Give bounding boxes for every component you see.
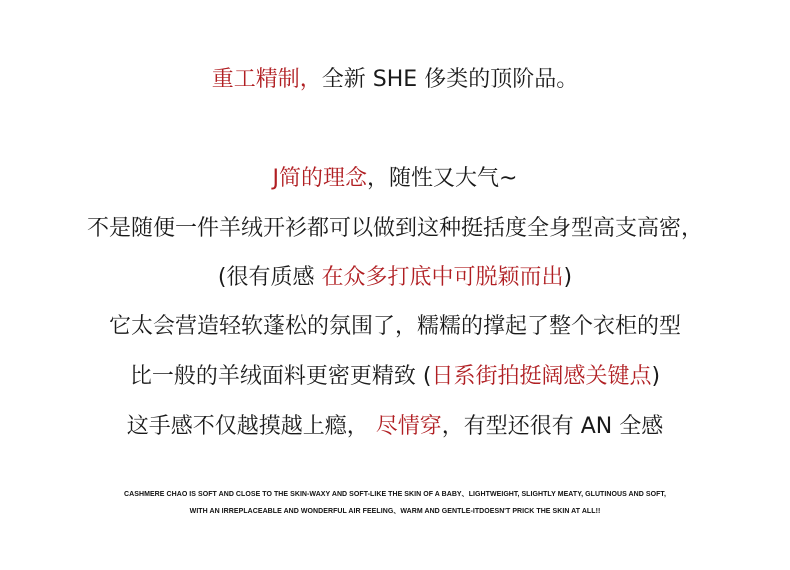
description-line-3: 它太会营造轻软蓬松的氛围了，糯糯的撑起了整个衣柜的型 bbox=[108, 314, 681, 339]
description-line-4 bbox=[0, 363, 790, 391]
description-line-2 bbox=[0, 264, 790, 292]
english-caption-line-2: WITH AN IRREPLACEABLE AND WONDERFUL AIR FEELING、WARM AND GENTLE-ITDOESN'T PRICK THE SKIN AT ALL!! bbox=[189, 508, 601, 515]
description-line-2-pre: (很有质感 bbox=[217, 265, 322, 290]
description-line-5-post: ，有型还很有 AN 全感 bbox=[441, 414, 664, 439]
headline-highlight: 重工精制， bbox=[211, 67, 322, 92]
headline-line bbox=[0, 66, 790, 94]
description-line-5-highlight: 尽情穿 bbox=[375, 414, 442, 439]
headline-text: 全新 SHE 侈类的顶阶品。 bbox=[321, 67, 579, 92]
concept-highlight: J简的理念 bbox=[272, 166, 368, 191]
description-line-2-highlight: 在众多打底中可脱颖而出 bbox=[321, 265, 564, 290]
english-caption-line-1: CASHMERE CHAO IS SOFT AND CLOSE TO THE SKIN-WAXY AND SOFT-LIKE THE SKIN OF A BABY、LIGHTWEIGHT, SLIGHTLY MEATY, GLUTINOUS AND SOFT, bbox=[124, 491, 666, 498]
concept-line bbox=[0, 165, 790, 193]
concept-text: ，随性又大气~ bbox=[367, 166, 518, 191]
description-line-5-pre: 这手感不仅越摸越上瘾， bbox=[126, 414, 376, 439]
description-line-4-post: ) bbox=[651, 364, 661, 389]
description-line-4-highlight: 日系街拍挺阔感关键点 bbox=[431, 364, 652, 389]
description-line-2-post: ) bbox=[563, 265, 573, 290]
description-line-1: 不是随便一件羊绒开衫都可以做到这种挺括度全身型高支高密， bbox=[86, 216, 703, 241]
description-line-4-pre: 比一般的羊绒面料更密更精致 ( bbox=[129, 364, 432, 389]
description-line-5 bbox=[0, 413, 790, 441]
